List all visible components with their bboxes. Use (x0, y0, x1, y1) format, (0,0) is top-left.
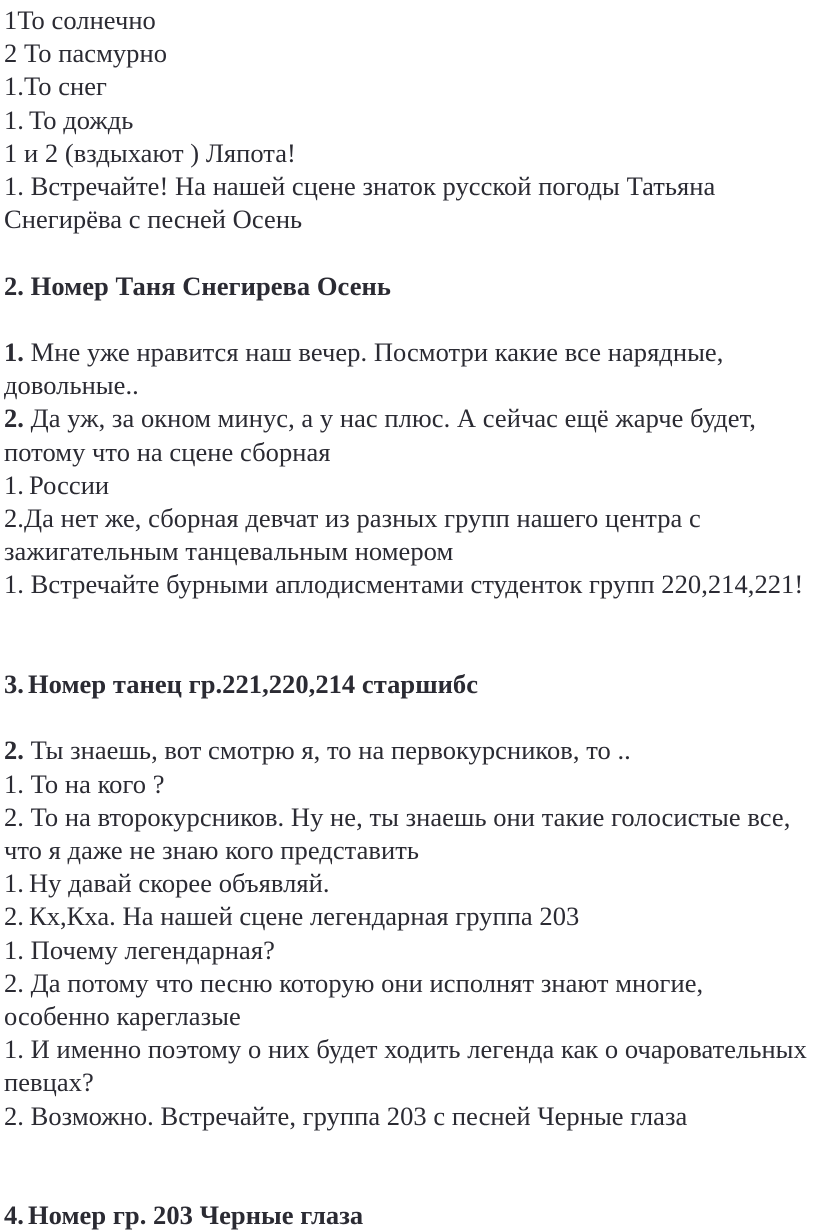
dialogue-line (4, 568, 810, 601)
blank-line-spacer (4, 701, 810, 734)
dialogue-text: Возможно. Встречайте, группа 203 с песней Черные глаза (23, 1100, 688, 1131)
heading-number: 4. (4, 1200, 24, 1231)
heading-text: Номер танец гр.221,220,214 старшибс (27, 669, 479, 700)
dialogue-text: То дождь (28, 104, 134, 135)
dialogue-line (4, 967, 810, 1033)
dialogue-line (4, 402, 810, 468)
speaker-number: 1. (4, 934, 24, 965)
heading-number: 3. (4, 669, 24, 700)
speaker-number: 1. (4, 569, 24, 600)
speaker-number: 1. (4, 469, 24, 500)
dialogue-line (4, 1100, 810, 1133)
speaker-number: 2. (4, 1100, 24, 1131)
dialogue-text: Встречайте! На нашей сцене знаток русской погоды Татьяна Снегирёва с песней Осень (4, 171, 723, 235)
document-body (4, 4, 814, 1232)
dialogue-line (4, 867, 810, 900)
dialogue-text: Ну давай скорее объявляй. (28, 868, 330, 899)
dialogue-text: Почему легендарная? (23, 934, 275, 965)
speaker-number: 1 (4, 5, 18, 35)
dialogue-line (4, 336, 810, 402)
dialogue-text: То пасмурно (17, 38, 168, 69)
speaker-number: 1. (4, 868, 24, 899)
dialogue-line (4, 37, 810, 70)
speaker-number: 2. (4, 901, 24, 932)
dialogue-line (4, 104, 810, 137)
dialogue-text: России (28, 469, 110, 500)
heading-number: 2. (4, 270, 24, 301)
speaker-number: 2. (4, 735, 24, 766)
section-heading (4, 668, 810, 701)
speaker-number: 1. (4, 104, 24, 135)
dialogue-line (4, 900, 810, 933)
dialogue-text: и 2 (вздыхают ) Ляпота! (17, 137, 296, 168)
blank-line-spacer (4, 1133, 810, 1199)
dialogue-text: Да потому что песню которую они исполнят знают многие, особенно кареглазые (4, 967, 710, 1032)
dialogue-text: То солнечно (17, 5, 156, 35)
dialogue-line (4, 170, 810, 236)
speaker-number: 1 (4, 137, 18, 168)
dialogue-text: Кх,Кха. На нашей сцене легендарная группа 203 (28, 901, 580, 932)
speaker-number: 2. (4, 967, 24, 998)
dialogue-text: То на второкурсников. Ну не, ты знаешь они такие голосистые все, что я даже не знаю кого представить (4, 801, 798, 866)
speaker-number: 1. (4, 71, 24, 102)
dialogue-line (4, 469, 810, 502)
section-heading (4, 1199, 810, 1232)
dialogue-line (4, 734, 810, 767)
blank-line-spacer (4, 303, 810, 336)
dialogue-text: Встречайте бурными аплодисментами студенток групп 220,214,221! (23, 569, 804, 600)
blank-line-spacer (4, 602, 810, 668)
dialogue-text: То снег (23, 71, 107, 102)
dialogue-line (4, 1033, 814, 1099)
dialogue-text: И именно поэтому о них будет ходить легенда как о очаровательных певцах? (4, 1034, 814, 1098)
speaker-number: 1. (4, 337, 24, 367)
dialogue-line (4, 502, 810, 568)
speaker-number: 2. (4, 503, 24, 534)
dialogue-text: Да нет же, сборная девчат из разных групп нашего центра с зажигательным танцевальным номером (4, 503, 708, 567)
dialogue-text: Ты знаешь, вот смотрю я, то на первокурсников, то .. (23, 735, 631, 766)
dialogue-text: Да уж, за окном минус, а у нас плюс. А сейчас ещё жарче будет, потому что на сцене сборная (4, 403, 763, 467)
speaker-number: 2. (4, 403, 24, 434)
speaker-number: 2. (4, 801, 24, 832)
dialogue-line (4, 137, 810, 170)
dialogue-line (4, 934, 810, 967)
speaker-number: 1. (4, 171, 24, 202)
speaker-number: 1. (4, 1034, 24, 1065)
dialogue-text: Мне уже нравится наш вечер. Посмотри какие все нарядные, довольные.. (4, 337, 731, 401)
speaker-number: 1. (4, 768, 24, 799)
section-heading (4, 270, 810, 303)
heading-text: Номер гр. 203 Черные глаза (27, 1200, 364, 1231)
dialogue-line (4, 70, 810, 103)
dialogue-line (4, 768, 810, 801)
dialogue-line (4, 801, 810, 867)
heading-text: Номер Таня Снегирева Осень (23, 270, 391, 301)
dialogue-line (4, 4, 810, 37)
dialogue-text: То на кого ? (23, 768, 165, 799)
blank-line-spacer (4, 236, 810, 269)
speaker-number: 2 (4, 38, 18, 69)
